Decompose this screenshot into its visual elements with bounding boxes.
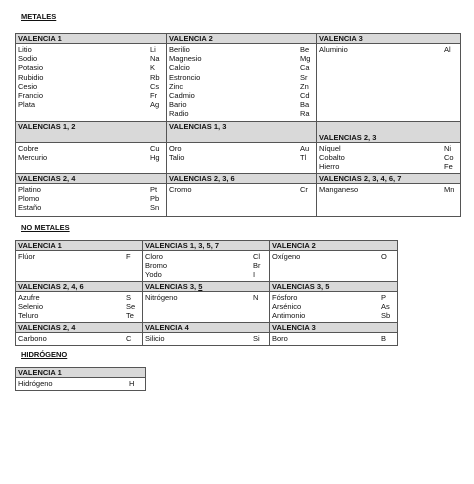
element-name: Carbono [18,334,47,343]
element-name: Estaño [18,203,42,213]
element-row [145,261,267,270]
no-metales-v3-list [270,333,398,346]
element-name: Francio [18,91,44,101]
metales-v2-header: VALENCIA 2 [167,34,317,44]
element-row [18,153,164,162]
element-row [18,252,140,261]
element-symbol: Be [300,45,310,54]
metales-v23-header: VALENCIAS 2, 3 [317,122,461,143]
element-row [18,100,164,109]
element-symbol: Cu [150,144,160,153]
element-row [169,185,314,194]
element-name: Bromo [145,261,168,271]
element-row [272,334,395,343]
element-symbol: S [126,293,132,302]
element-row [18,82,164,91]
element-symbol: Rb [150,72,160,82]
element-symbol: Pb [150,194,160,204]
element-name: Manganeso [319,185,359,194]
element-symbol: Pt [150,185,158,194]
element-name: Plomo [18,194,40,204]
element-symbol: Se [126,302,136,312]
element-name: Platino [18,185,41,194]
element-row [169,82,314,91]
metales-v24-list [16,184,167,217]
no-metales-v1-list [16,251,143,282]
element-symbol: Br [253,261,261,271]
metales-v236-list [167,184,317,217]
element-row [18,334,140,343]
element-row [319,185,458,194]
element-name: Teluro [18,311,39,321]
element-row [169,144,314,153]
no-metales-v35b-header: VALENCIAS 3, 5 [270,282,398,292]
no-metales-v1357-header: VALENCIAS 1, 3, 5, 7 [143,241,270,251]
no-metales-v2-header: VALENCIA 2 [270,241,398,251]
element-symbol: Ni [444,144,452,153]
element-symbol: I [253,270,256,280]
element-name: Cobre [18,144,39,153]
element-row [18,73,164,82]
element-name: Mercurio [18,153,48,163]
element-symbol: Zn [300,81,309,91]
element-row [18,203,164,212]
no-metales-v246-list [16,292,143,323]
element-row [18,311,140,320]
element-row [169,63,314,72]
element-symbol: Au [300,144,310,153]
hidrogeno-title: HIDRÓGENO [21,350,68,359]
element-symbol: Mn [444,185,455,194]
metales-v1-header: VALENCIA 1 [16,34,167,44]
no-metales-v3-header: VALENCIA 3 [270,323,398,333]
element-symbol: Cd [300,91,310,101]
metales-v23-list [317,143,461,174]
element-name: Berilio [169,45,190,54]
element-row [18,63,164,72]
element-row [145,252,267,261]
element-row [169,73,314,82]
element-symbol: Cr [300,185,308,194]
element-name: Boro [272,334,288,343]
element-symbol: Mg [300,54,311,64]
element-name: Sodio [18,54,38,64]
element-symbol: Ra [300,109,310,119]
element-symbol: Al [444,45,451,54]
no-metales-v246-header: VALENCIAS 2, 4, 6 [16,282,143,292]
element-row [272,302,395,311]
element-symbol: Cs [150,81,160,91]
element-row [18,194,164,203]
no-metales-v35b-list [270,292,398,323]
element-symbol: F [126,252,131,261]
no-metales-v24-header: VALENCIAS 2, 4 [16,323,143,333]
metales-v13-list [167,143,317,174]
element-symbol: N [253,293,259,302]
metales-v2367-header: VALENCIAS 2, 3, 4, 6, 7 [317,174,461,184]
element-row [272,293,395,302]
element-symbol: Li [150,45,156,54]
element-symbol: O [381,252,387,261]
metales-table [15,33,461,217]
element-name: Arsénico [272,302,302,312]
element-symbol: Sr [300,72,308,82]
no-metales-v35-header-prefix: VALENCIAS 3, [145,282,199,291]
element-name: Calcio [169,63,190,73]
element-symbol: Ag [150,100,160,110]
element-symbol: Cl [253,252,261,261]
no-metales-v1-header: VALENCIA 1 [16,241,143,251]
element-name: Silicio [145,334,165,343]
element-symbol: As [381,302,390,312]
element-row [319,144,458,153]
metales-v3-list [317,44,461,122]
element-symbol: Fr [150,91,158,101]
element-name: Hidrógeno [18,379,53,388]
element-symbol: Ca [300,63,310,73]
metales-v236-header: VALENCIAS 2, 3, 6 [167,174,317,184]
element-symbol: K [150,63,156,73]
element-name: Fósforo [272,293,298,302]
element-name: Antimonio [272,311,306,321]
metales-v12-header: VALENCIAS 1, 2 [16,122,167,143]
element-name: Estroncio [169,72,201,82]
element-row [169,54,314,63]
element-row [145,334,267,343]
metales-title: METALES [21,12,57,21]
element-symbol: B [381,334,387,343]
element-name: Cloro [145,252,163,261]
metales-v2367-list [317,184,461,217]
element-row [319,45,458,54]
element-name: Cadmio [169,91,195,101]
no-metales-v1357-list [143,251,270,282]
element-row [169,109,314,118]
element-symbol: Tl [300,153,307,163]
element-symbol: Na [150,54,160,64]
element-row [18,185,164,194]
element-symbol: Sn [150,203,160,213]
element-name: Litio [18,45,32,54]
element-name: Nitrógeno [145,293,178,302]
element-row [18,302,140,311]
no-metales-v4-list [143,333,270,346]
hidrogeno-v1-header: VALENCIA 1 [16,368,146,378]
element-name: Rubidio [18,72,44,82]
element-name: Flúor [18,252,36,261]
element-name: Zinc [169,81,184,91]
element-row [145,270,267,279]
element-name: Selenio [18,302,44,312]
element-symbol: Co [444,153,454,163]
no-metales-v35-header [143,282,270,292]
metales-v1-list [16,44,167,122]
element-row [18,144,164,153]
metales-v3-header: VALENCIA 3 [317,34,461,44]
element-name: Bario [169,100,187,110]
element-row [319,162,458,171]
element-name: Plata [18,100,36,110]
metales-v2-list [167,44,317,122]
element-row [272,311,395,320]
element-name: Talio [169,153,185,163]
element-row [18,91,164,100]
element-row [18,45,164,54]
element-row [145,293,267,302]
metales-v24-header: VALENCIAS 2, 4 [16,174,167,184]
element-row [169,91,314,100]
element-name: Potasio [18,63,44,73]
hidrogeno-table [15,367,146,391]
element-symbol: Si [253,334,260,343]
no-metales-table [15,240,398,346]
element-name: Oro [169,144,182,153]
element-row [272,252,395,261]
element-row [169,100,314,109]
element-row [319,153,458,162]
element-symbol: Fe [444,162,453,172]
element-name: Hierro [319,162,340,172]
element-symbol: P [381,293,387,302]
metales-v12-list [16,143,167,174]
metales-v13-header: VALENCIAS 1, 3 [167,122,317,143]
no-metales-v4-header: VALENCIA 4 [143,323,270,333]
no-metales-v35-list [143,292,270,323]
element-name: Radio [169,109,189,119]
element-name: Yodo [145,270,162,280]
element-symbol: Sb [381,311,391,321]
element-name: Oxígeno [272,252,301,261]
element-name: Níquel [319,144,341,153]
element-symbol: C [126,334,132,343]
element-name: Aluminio [319,45,348,54]
element-name: Cromo [169,185,192,194]
element-name: Azufre [18,293,40,302]
no-metales-v2-list [270,251,398,282]
element-row [18,54,164,63]
element-symbol: Te [126,311,134,321]
no-metales-title: NO METALES [21,223,70,232]
element-name: Cesio [18,81,38,91]
element-row [18,293,140,302]
element-row [169,45,314,54]
element-row [18,379,143,388]
no-metales-v24-list [16,333,143,346]
element-name: Magnesio [169,54,202,64]
element-row [169,153,314,162]
no-metales-v35-header-underlined: 5 [198,282,203,291]
hidrogeno-v1-list [16,378,146,391]
element-symbol: Ba [300,100,310,110]
element-name: Cobalto [319,153,345,163]
element-symbol: H [129,379,135,388]
element-symbol: Hg [150,153,160,163]
